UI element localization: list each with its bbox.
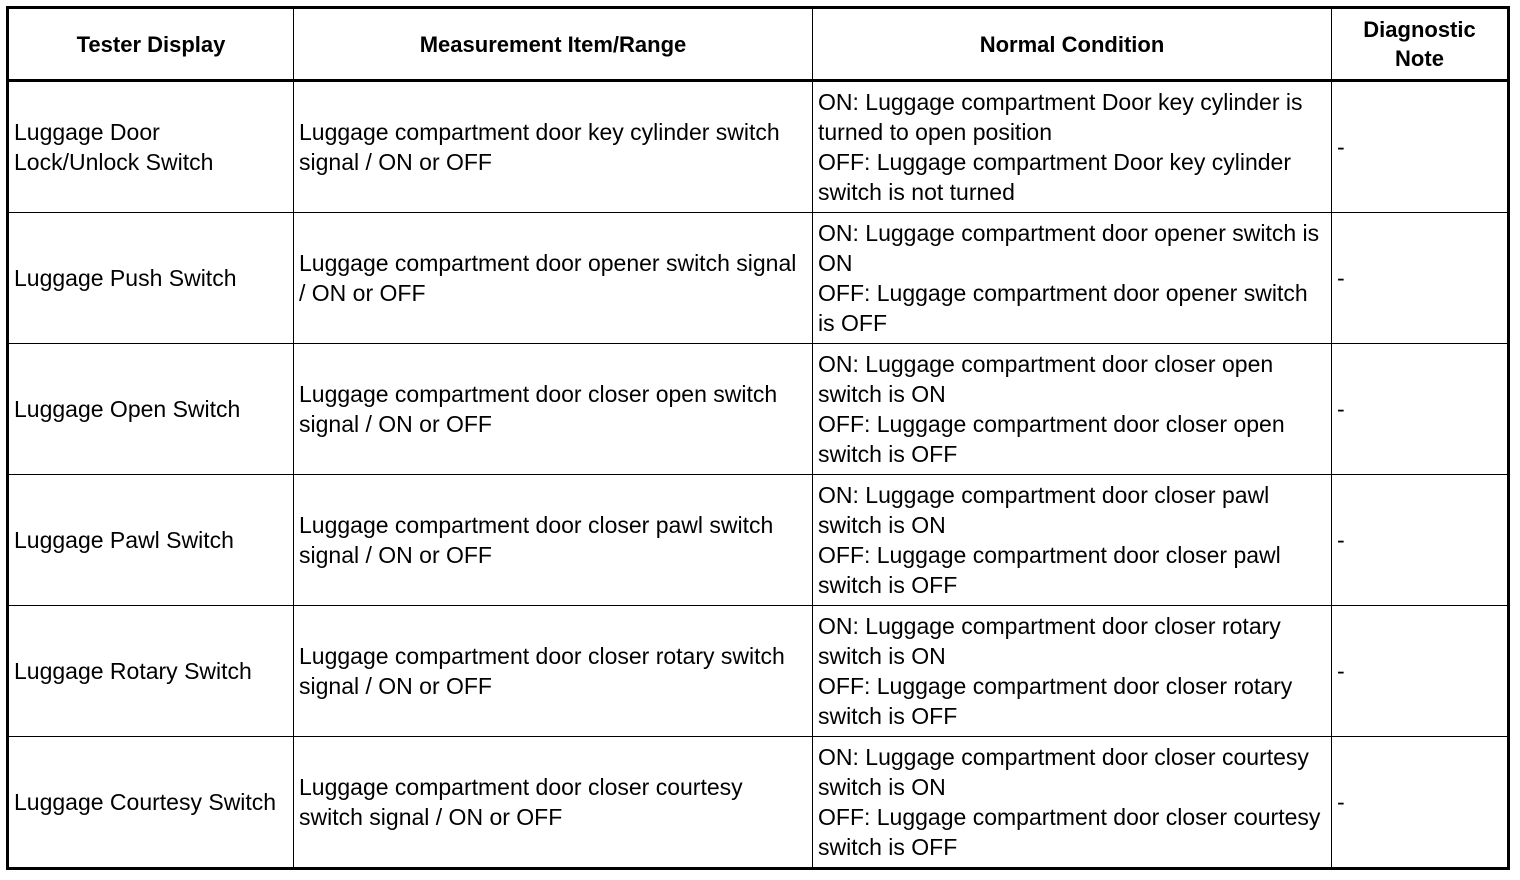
tester-display-cell: Luggage Door Lock/Unlock Switch	[8, 81, 294, 213]
diagnostic-note-cell: -	[1332, 606, 1509, 737]
condition-on-text: ON: Luggage compartment door closer open switch is ON	[818, 351, 1274, 407]
table-row	[8, 81, 1509, 213]
normal-condition-cell	[813, 606, 1332, 737]
diagnostic-note-cell: -	[1332, 344, 1509, 475]
header-tester-display: Tester Display	[8, 8, 294, 81]
condition-on-text: ON: Luggage compartment door opener switch is ON	[818, 220, 1320, 276]
condition-off-text: OFF: Luggage compartment Door key cylinder switch is not turned	[818, 149, 1291, 205]
tester-display-cell: Luggage Open Switch	[8, 344, 294, 475]
table-row	[8, 475, 1509, 606]
measurement-cell: Luggage compartment door key cylinder switch signal / ON or OFF	[294, 81, 813, 213]
diagnostic-note-cell: -	[1332, 213, 1509, 344]
tester-display-cell: Luggage Rotary Switch	[8, 606, 294, 737]
table-row	[8, 344, 1509, 475]
data-list-table	[6, 6, 1510, 870]
table-row	[8, 213, 1509, 344]
measurement-cell: Luggage compartment door closer rotary switch signal / ON or OFF	[294, 606, 813, 737]
normal-condition-cell	[813, 737, 1332, 869]
table-header-row	[8, 8, 1509, 81]
condition-off-text: OFF: Luggage compartment door closer rotary switch is OFF	[818, 673, 1293, 729]
tester-display-cell: Luggage Courtesy Switch	[8, 737, 294, 869]
table-row	[8, 737, 1509, 869]
measurement-cell: Luggage compartment door closer open switch signal / ON or OFF	[294, 344, 813, 475]
condition-off-text: OFF: Luggage compartment door opener switch is OFF	[818, 280, 1308, 336]
condition-on-text: ON: Luggage compartment door closer rotary switch is ON	[818, 613, 1281, 669]
condition-off-text: OFF: Luggage compartment door closer open switch is OFF	[818, 411, 1285, 467]
header-diagnostic-note: Diagnostic Note	[1332, 8, 1509, 81]
header-normal-condition: Normal Condition	[813, 8, 1332, 81]
normal-condition-cell	[813, 475, 1332, 606]
measurement-cell: Luggage compartment door closer pawl switch signal / ON or OFF	[294, 475, 813, 606]
condition-on-text: ON: Luggage compartment door closer courtesy switch is ON	[818, 744, 1309, 800]
tester-display-cell: Luggage Push Switch	[8, 213, 294, 344]
condition-off-text: OFF: Luggage compartment door closer courtesy switch is OFF	[818, 804, 1321, 860]
diagnostic-note-cell: -	[1332, 737, 1509, 869]
normal-condition-cell	[813, 213, 1332, 344]
measurement-cell: Luggage compartment door closer courtesy switch signal / ON or OFF	[294, 737, 813, 869]
condition-off-text: OFF: Luggage compartment door closer pawl switch is OFF	[818, 542, 1281, 598]
condition-on-text: ON: Luggage compartment Door key cylinder is turned to open position	[818, 89, 1303, 145]
diagnostic-note-cell: -	[1332, 475, 1509, 606]
condition-on-text: ON: Luggage compartment door closer pawl switch is ON	[818, 482, 1270, 538]
header-measurement-item: Measurement Item/Range	[294, 8, 813, 81]
measurement-cell: Luggage compartment door opener switch signal / ON or OFF	[294, 213, 813, 344]
normal-condition-cell	[813, 344, 1332, 475]
normal-condition-cell	[813, 81, 1332, 213]
diagnostic-note-cell: -	[1332, 81, 1509, 213]
table-row	[8, 606, 1509, 737]
tester-display-cell: Luggage Pawl Switch	[8, 475, 294, 606]
